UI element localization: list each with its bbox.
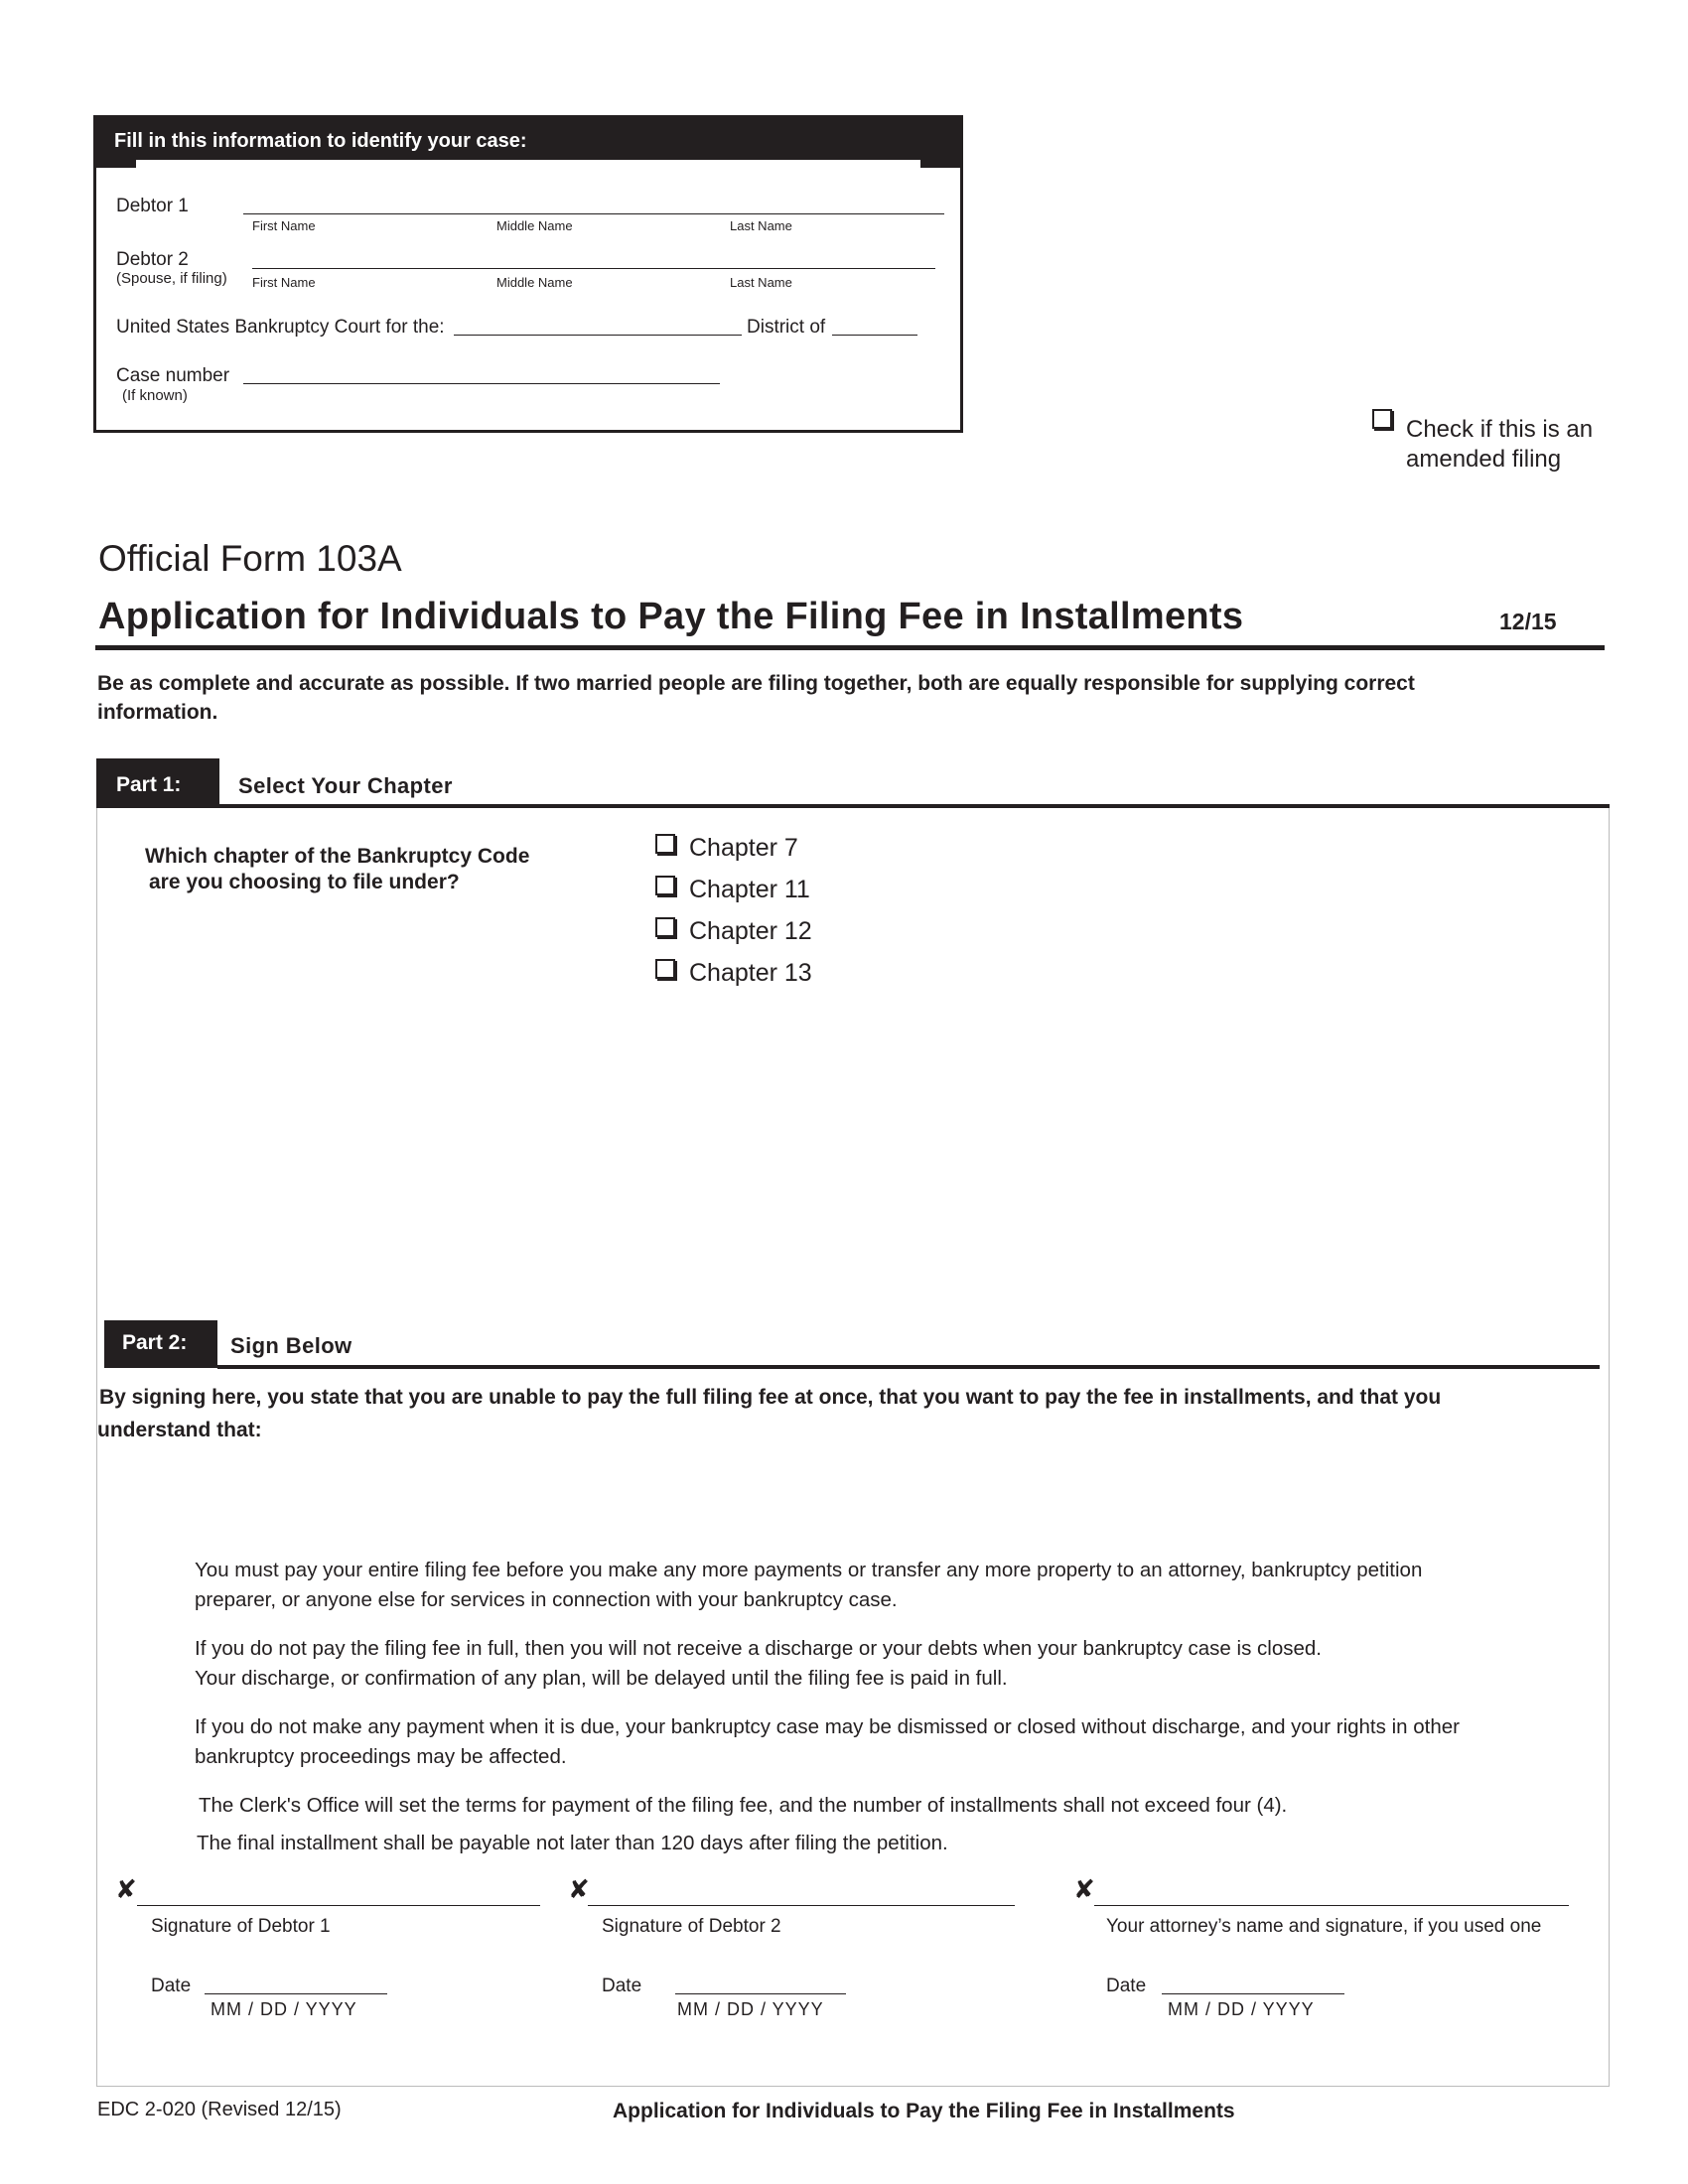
condition-4: The Clerk's Office will set the terms for payment of the filing fee, and the number of installments shall not exceed four (4). — [199, 1794, 1288, 1817]
condition-1-line1: You must pay your entire filing fee before you make any more payments or transfer any more property to an attorney, bankruptcy petition — [195, 1559, 1423, 1581]
case-number-label: Case number — [116, 365, 230, 386]
attorney-date-format: MM / DD / YYYY — [1168, 1999, 1315, 2019]
part1-rule — [219, 804, 1610, 808]
district-label: District of — [747, 317, 826, 338]
part2-intro-line2: understand that: — [97, 1419, 262, 1441]
condition-1-line2: preparer, or anyone else for services in connection with your bankruptcy case. — [195, 1588, 898, 1611]
debtor1-date-field[interactable] — [205, 1992, 387, 1994]
chapter-question-line1: Which chapter of the Bankruptcy Code — [145, 845, 530, 868]
condition-1 — [195, 1556, 1422, 1615]
chapter-7-checkbox[interactable] — [655, 834, 675, 854]
attorney-signature-label: Your attorney’s name and signature, if you used one — [1106, 1916, 1542, 1937]
case-number-field[interactable] — [243, 382, 720, 384]
attorney-signature-field[interactable] — [1094, 1904, 1569, 1906]
form-number: Official Form 103A — [98, 538, 402, 579]
debtor1-middle-name-label: Middle Name — [496, 218, 573, 233]
condition-3-line1: If you do not make any payment when it is due, your bankruptcy case may be dismissed or closed without discharge, and your rights in other — [195, 1715, 1460, 1738]
amended-filing-label: Check if this is an amended filing — [1406, 416, 1594, 473]
case-info-box — [93, 115, 963, 433]
footer-form-code: EDC 2-020 (Revised 12/15) — [97, 2099, 342, 2120]
title-rule — [95, 645, 1605, 650]
form-content-border — [96, 806, 1610, 2087]
condition-3 — [195, 1712, 1460, 1772]
debtor1-date-label: Date — [151, 1976, 192, 1996]
chapter-question-line2: are you choosing to file under? — [149, 871, 460, 893]
debtor2-signature-field[interactable] — [588, 1904, 1015, 1906]
form-title: Application for Individuals to Pay the Filing Fee in Installments — [98, 596, 1244, 637]
chapter-12-checkbox[interactable] — [655, 917, 675, 937]
case-info-header — [96, 118, 960, 168]
debtor1-last-name-label: Last Name — [730, 218, 792, 233]
part2-title: Sign Below — [230, 1333, 352, 1358]
attorney-sign-mark-icon: ✘ — [1073, 1874, 1095, 1904]
chapter-7-label: Chapter 7 — [689, 834, 798, 862]
debtor2-last-name-label: Last Name — [730, 275, 792, 290]
part2-intro — [97, 1381, 1607, 1446]
condition-2 — [195, 1634, 1322, 1694]
debtor2-middle-name-label: Middle Name — [496, 275, 573, 290]
condition-3-line2: bankruptcy proceedings may be affected. — [195, 1745, 567, 1768]
footer-form-title: Application for Individuals to Pay the Filing Fee in Installments — [613, 2100, 1235, 2122]
debtor2-date-field[interactable] — [675, 1992, 846, 1994]
debtor1-date-format: MM / DD / YYYY — [211, 1999, 357, 2019]
debtor2-first-name-label: First Name — [252, 275, 316, 290]
chapter-13-label: Chapter 13 — [689, 959, 812, 987]
condition-2-line1: If you do not pay the filing fee in full, then you will not receive a discharge or your debts when your bankruptcy case is closed. — [195, 1637, 1322, 1660]
court-label: United States Bankruptcy Court for the: — [116, 317, 445, 338]
attorney-date-label: Date — [1106, 1976, 1147, 1996]
debtor2-date-label: Date — [602, 1976, 642, 1996]
debtor1-signature-label: Signature of Debtor 1 — [151, 1916, 331, 1937]
debtor2-date-format: MM / DD / YYYY — [677, 1999, 824, 2019]
chapter-12-label: Chapter 12 — [689, 917, 812, 945]
debtor1-sign-mark-icon: ✘ — [115, 1874, 137, 1904]
condition-5: The final installment shall be payable not later than 120 days after filing the petition. — [197, 1832, 948, 1854]
form-intro: Be as complete and accurate as possible. If two married people are filing together, both are equally responsible for supplying correct information. — [97, 672, 1415, 724]
chapter-13-checkbox[interactable] — [655, 959, 675, 979]
part1-tab: Part 1: — [96, 758, 219, 808]
condition-2-line2: Your discharge, or confirmation of any plan, will be delayed until the filing fee is paid in full. — [195, 1667, 1008, 1690]
chapter-11-label: Chapter 11 — [689, 876, 810, 903]
debtor2-sign-mark-icon: ✘ — [568, 1874, 590, 1904]
chapter-11-checkbox[interactable] — [655, 876, 675, 895]
part2-intro-line1: By signing here, you state that you are unable to pay the full filing fee at once, that you want to pay the fee in installments, and that you — [99, 1386, 1442, 1409]
header-notch — [136, 160, 920, 168]
attorney-date-field[interactable] — [1162, 1992, 1344, 1994]
chapter-question — [145, 844, 529, 895]
part1-title: Select Your Chapter — [238, 773, 453, 798]
district-field[interactable] — [832, 334, 917, 336]
debtor2-label: Debtor 2 — [116, 249, 189, 270]
amended-filing-checkbox[interactable] — [1372, 409, 1392, 429]
court-field[interactable] — [454, 334, 742, 336]
form-version-date: 12/15 — [1499, 609, 1557, 634]
debtor2-signature-label: Signature of Debtor 2 — [602, 1916, 781, 1937]
debtor2-name-field[interactable] — [252, 267, 935, 269]
case-info-header-title: Fill in this information to identify your case: — [114, 130, 527, 152]
part2-tab: Part 2: — [104, 1320, 217, 1368]
case-number-note: (If known) — [122, 387, 188, 404]
debtor1-first-name-label: First Name — [252, 218, 316, 233]
debtor1-name-field[interactable] — [243, 212, 944, 214]
debtor1-label: Debtor 1 — [116, 196, 189, 216]
debtor2-note: (Spouse, if filing) — [116, 270, 227, 287]
part2-rule — [217, 1365, 1600, 1369]
debtor1-signature-field[interactable] — [137, 1904, 540, 1906]
